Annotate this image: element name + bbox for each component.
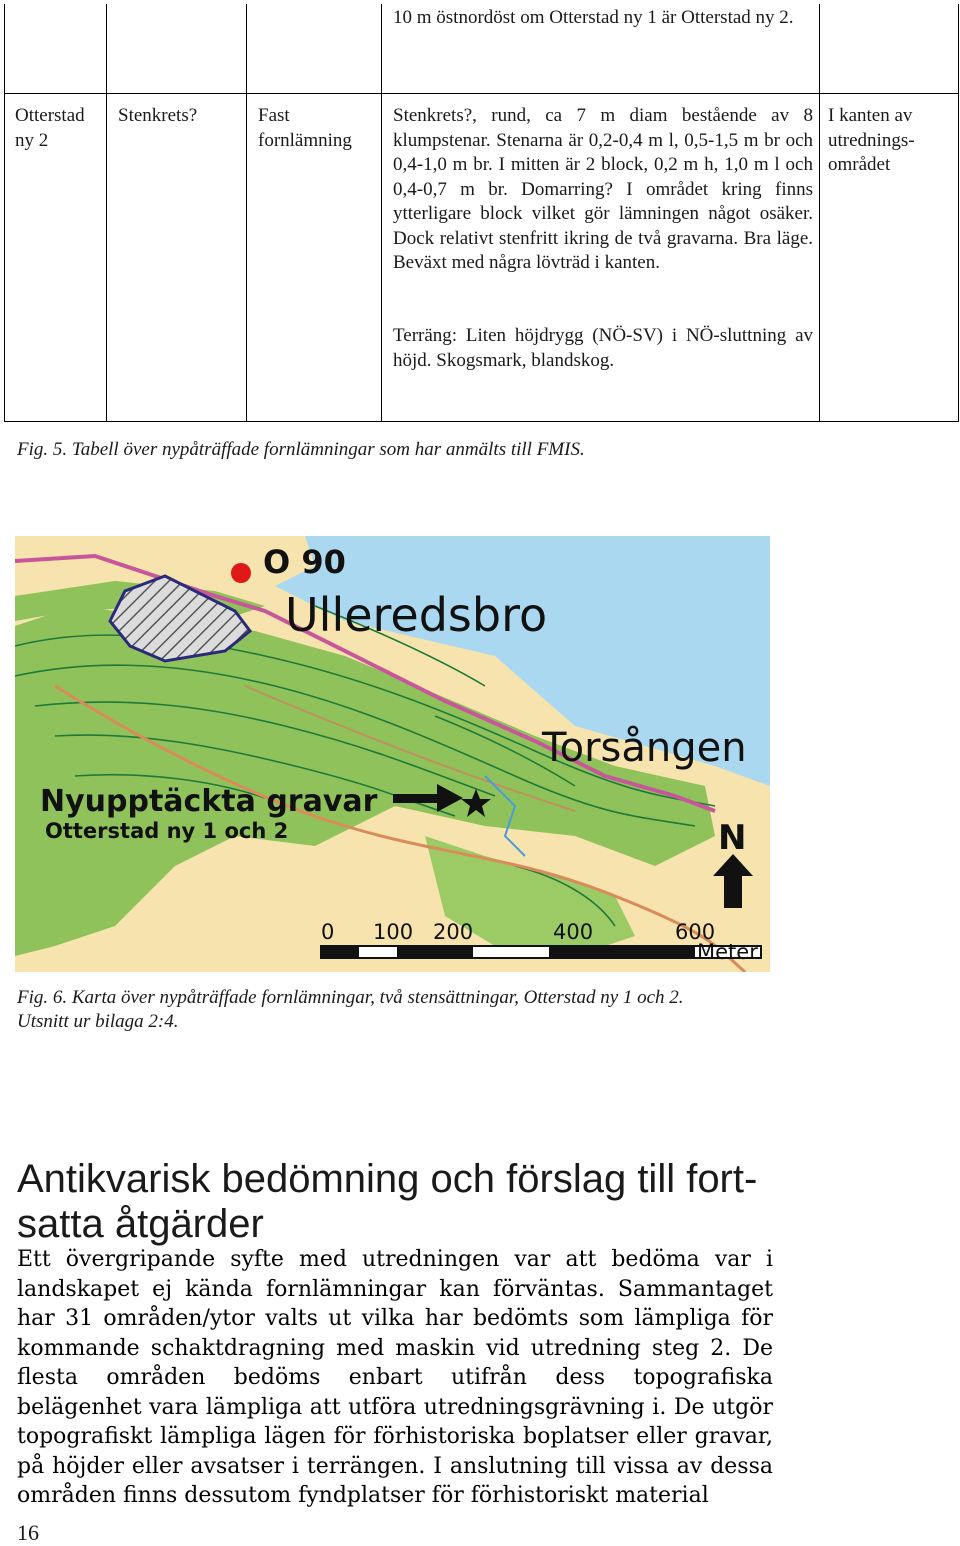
fig5-caption: Fig. 5. Tabell över nypåträffade fornlämningar som har anmälts till FMIS. [17, 439, 585, 460]
scale-bar [321, 946, 761, 958]
cell-id: Otterstad ny 2 [15, 105, 85, 151]
cell-terrain: Terräng: Liten höjdrygg (NÖ-SV) i NÖ-sluttning av höjd. Skogsmark, blandskog. [393, 325, 813, 371]
scale-tick-100: 100 [373, 920, 414, 944]
fornlamning-table [4, 4, 959, 422]
map-figure [15, 536, 770, 972]
map-place-ulleredsbro: Ulleredsbro [285, 588, 548, 642]
top-row-description: 10 m östnordöst om Otterstad ny 1 är Otterstad ny 2. [393, 7, 794, 28]
site-marker-dot [231, 563, 251, 583]
scale-tick-600: 600 [675, 920, 716, 944]
map-site-label: O 90 [263, 543, 346, 581]
section-paragraph: Ett övergripande syfte med utredningen var att bedöma var i landskapet ej kända fornlämningar kan förväntas. Sammantaget har 31 områden/ytor valts ut vilka har bedömts som lämpliga för kommande schaktdragning med maskin vid utredning steg 2. De flesta områden bedöms enbart utifrån dess topografiska belägenhet vara lämpliga att utföra utredningsgrävning i. De utgör topografiskt lämpliga lägen för förhistoriska boplatser eller gravar, på höjder eller avsatser i terrängen. I anslutning till vissa av dessa områden finns dessutom fyndplatser för förhistoriskt material [17, 1247, 773, 1508]
scale-tick-0: 0 [321, 920, 335, 944]
section-heading: Antikvarisk bedömning och förslag till fort-satta åtgärder [17, 1156, 758, 1246]
map-north-label: N [718, 818, 747, 858]
scale-unit: Meter [697, 940, 758, 964]
map-marker-title: Nyupptäckta gravar [40, 784, 378, 819]
cell-location: I kanten av utrednings-området [828, 105, 915, 175]
scale-tick-200: 200 [433, 920, 474, 944]
map-place-torsangen: Torsången [542, 725, 747, 771]
map-marker-subtitle: Otterstad ny 1 och 2 [45, 819, 289, 843]
page-number: 16 [17, 1520, 39, 1545]
scale-tick-400: 400 [553, 920, 594, 944]
fig6-caption-line1: Fig. 6. Karta över nypåträffade fornlämningar, två stensättningar, Otterstad ny 1 och 2. [17, 987, 684, 1008]
cell-status: Fast fornlämning [258, 105, 352, 151]
fig6-caption-line2: Utsnitt ur bilaga 2:4. [17, 1011, 179, 1032]
cell-description: Stenkrets?, rund, ca 7 m diam bestående av 8 klumpstenar. Stenarna är 0,2-0,4 m l, 0,5-1,5 m br och 0,4-1,0 m br. I mitten är 2 block, 0,2 m h, 1,0 m l och 0,4-0,7 m br. Domarring? I området kring finns ytterligare block vilket gör lämningen något osäker. Dock relativt stenfritt ikring de två gravarna. Bra läge. Beväxt med några lövträd i kanten. [393, 105, 813, 273]
cell-type: Stenkrets? [118, 105, 198, 126]
